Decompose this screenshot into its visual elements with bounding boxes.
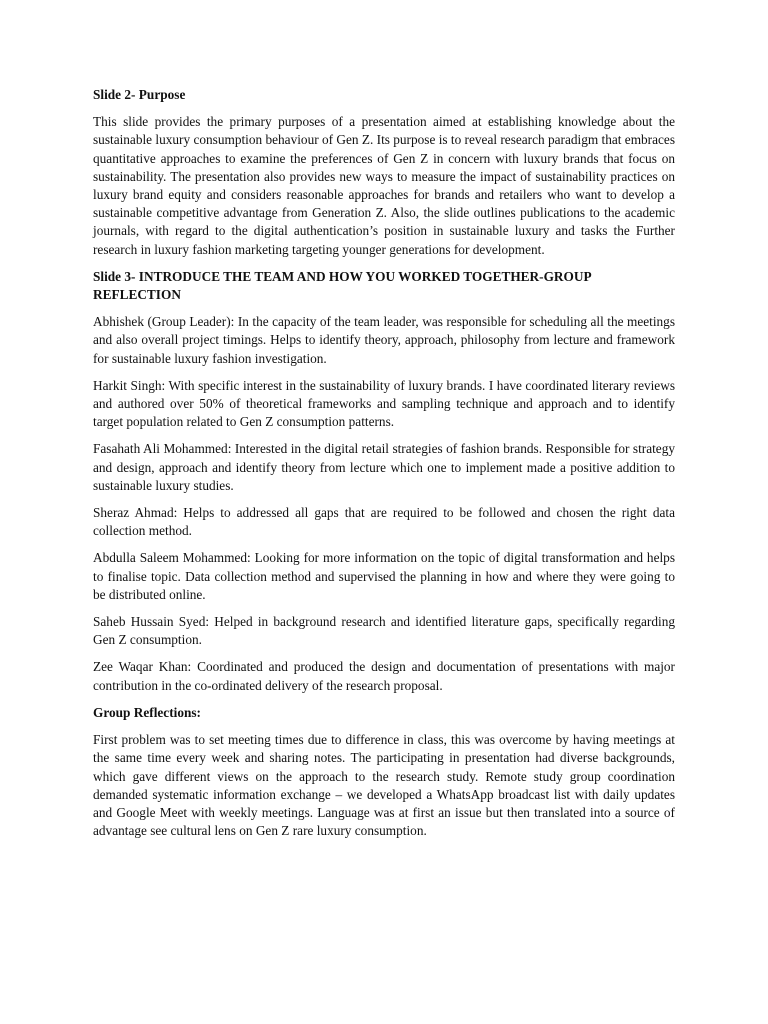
team-member-sheraz: Sheraz Ahmad: Helps to addressed all gaps that are required to be followed and chosen the right data collection method. <box>93 505 675 539</box>
team-member-fasahath: Fasahath Ali Mohammed: Interested in the digital retail strategies of fashion brands. Responsible for strategy and design, approach and identify theory from lecture which one to implement made a positive addition to sustainable luxury studies. <box>93 441 675 493</box>
group-reflections-heading: Group Reflections: <box>93 704 201 720</box>
slide2-body: This slide provides the primary purposes of a presentation aimed at establishing knowledge about the sustainable luxury consumption behaviour of Gen Z. Its purpose is to reveal research paradigm that embraces quantitative approaches to examine the preferences of Gen Z in concern with luxury brands that focus on sustainability. The presentation also provides new ways to measure the impact of sustainability practices on luxury brand equity and considers reasonable approaches for brands and retailers who want to develop a sustainable competitive advantage from Generation Z. Also, the slide outlines publications to the academic journals, with regard to the digital authentication’s position in sustainable luxury and tasks the Further research in luxury fashion marketing targeting younger generations for development. <box>93 114 675 257</box>
team-member-harkit: Harkit Singh: With specific interest in the sustainability of luxury brands. I have coordinated literary reviews and authored over 50% of theoretical frameworks and sampling technique and approach and to identify target population related to Gen Z consumption patterns. <box>93 377 675 430</box>
team-member-saheb: Saheb Hussain Syed: Helped in background research and identified literature gaps, specifically regarding Gen Z consumption. <box>93 614 675 648</box>
document-page <box>93 86 675 849</box>
slide2-heading: Slide 2- Purpose <box>93 87 186 102</box>
team-member-zee: Zee Waqar Khan: Coordinated and produced the design and documentation of presentations with major contribution in the co-ordinated delivery of the research proposal. <box>93 659 675 693</box>
slide3-heading: Slide 3- INTRODUCE THE TEAM AND HOW YOU WORKED TOGETHER-GROUP REFLECTION <box>93 268 591 303</box>
team-member-abdulla: Abdulla Saleem Mohammed: Looking for more information on the topic of digital transformation and helps to finalise topic. Data collection method and supervised the planning in how and where they were going to be distributed online. <box>93 550 675 602</box>
group-reflections-body: First problem was to set meeting times due to difference in class, this was overcome by having meetings at the same time every week and sharing notes. The participating in presentation had diverse backgrounds, which gave different views on the approach to the research study. Remote study group coordination demanded systematic information exchange – we developed a WhatsApp broadcast list with daily updates and Google Meet with weekly meetings. Language was at first an issue but then translated into a source of advantage see cultural lens on Gen Z rare luxury consumption. <box>93 732 675 839</box>
team-member-abhishek: Abhishek (Group Leader): In the capacity of the team leader, was responsible for scheduling all the meetings and also overall project timings. Helps to identify theory, approach, philosophy from lecture and framework for sustainable luxury fashion investigation. <box>93 314 675 366</box>
